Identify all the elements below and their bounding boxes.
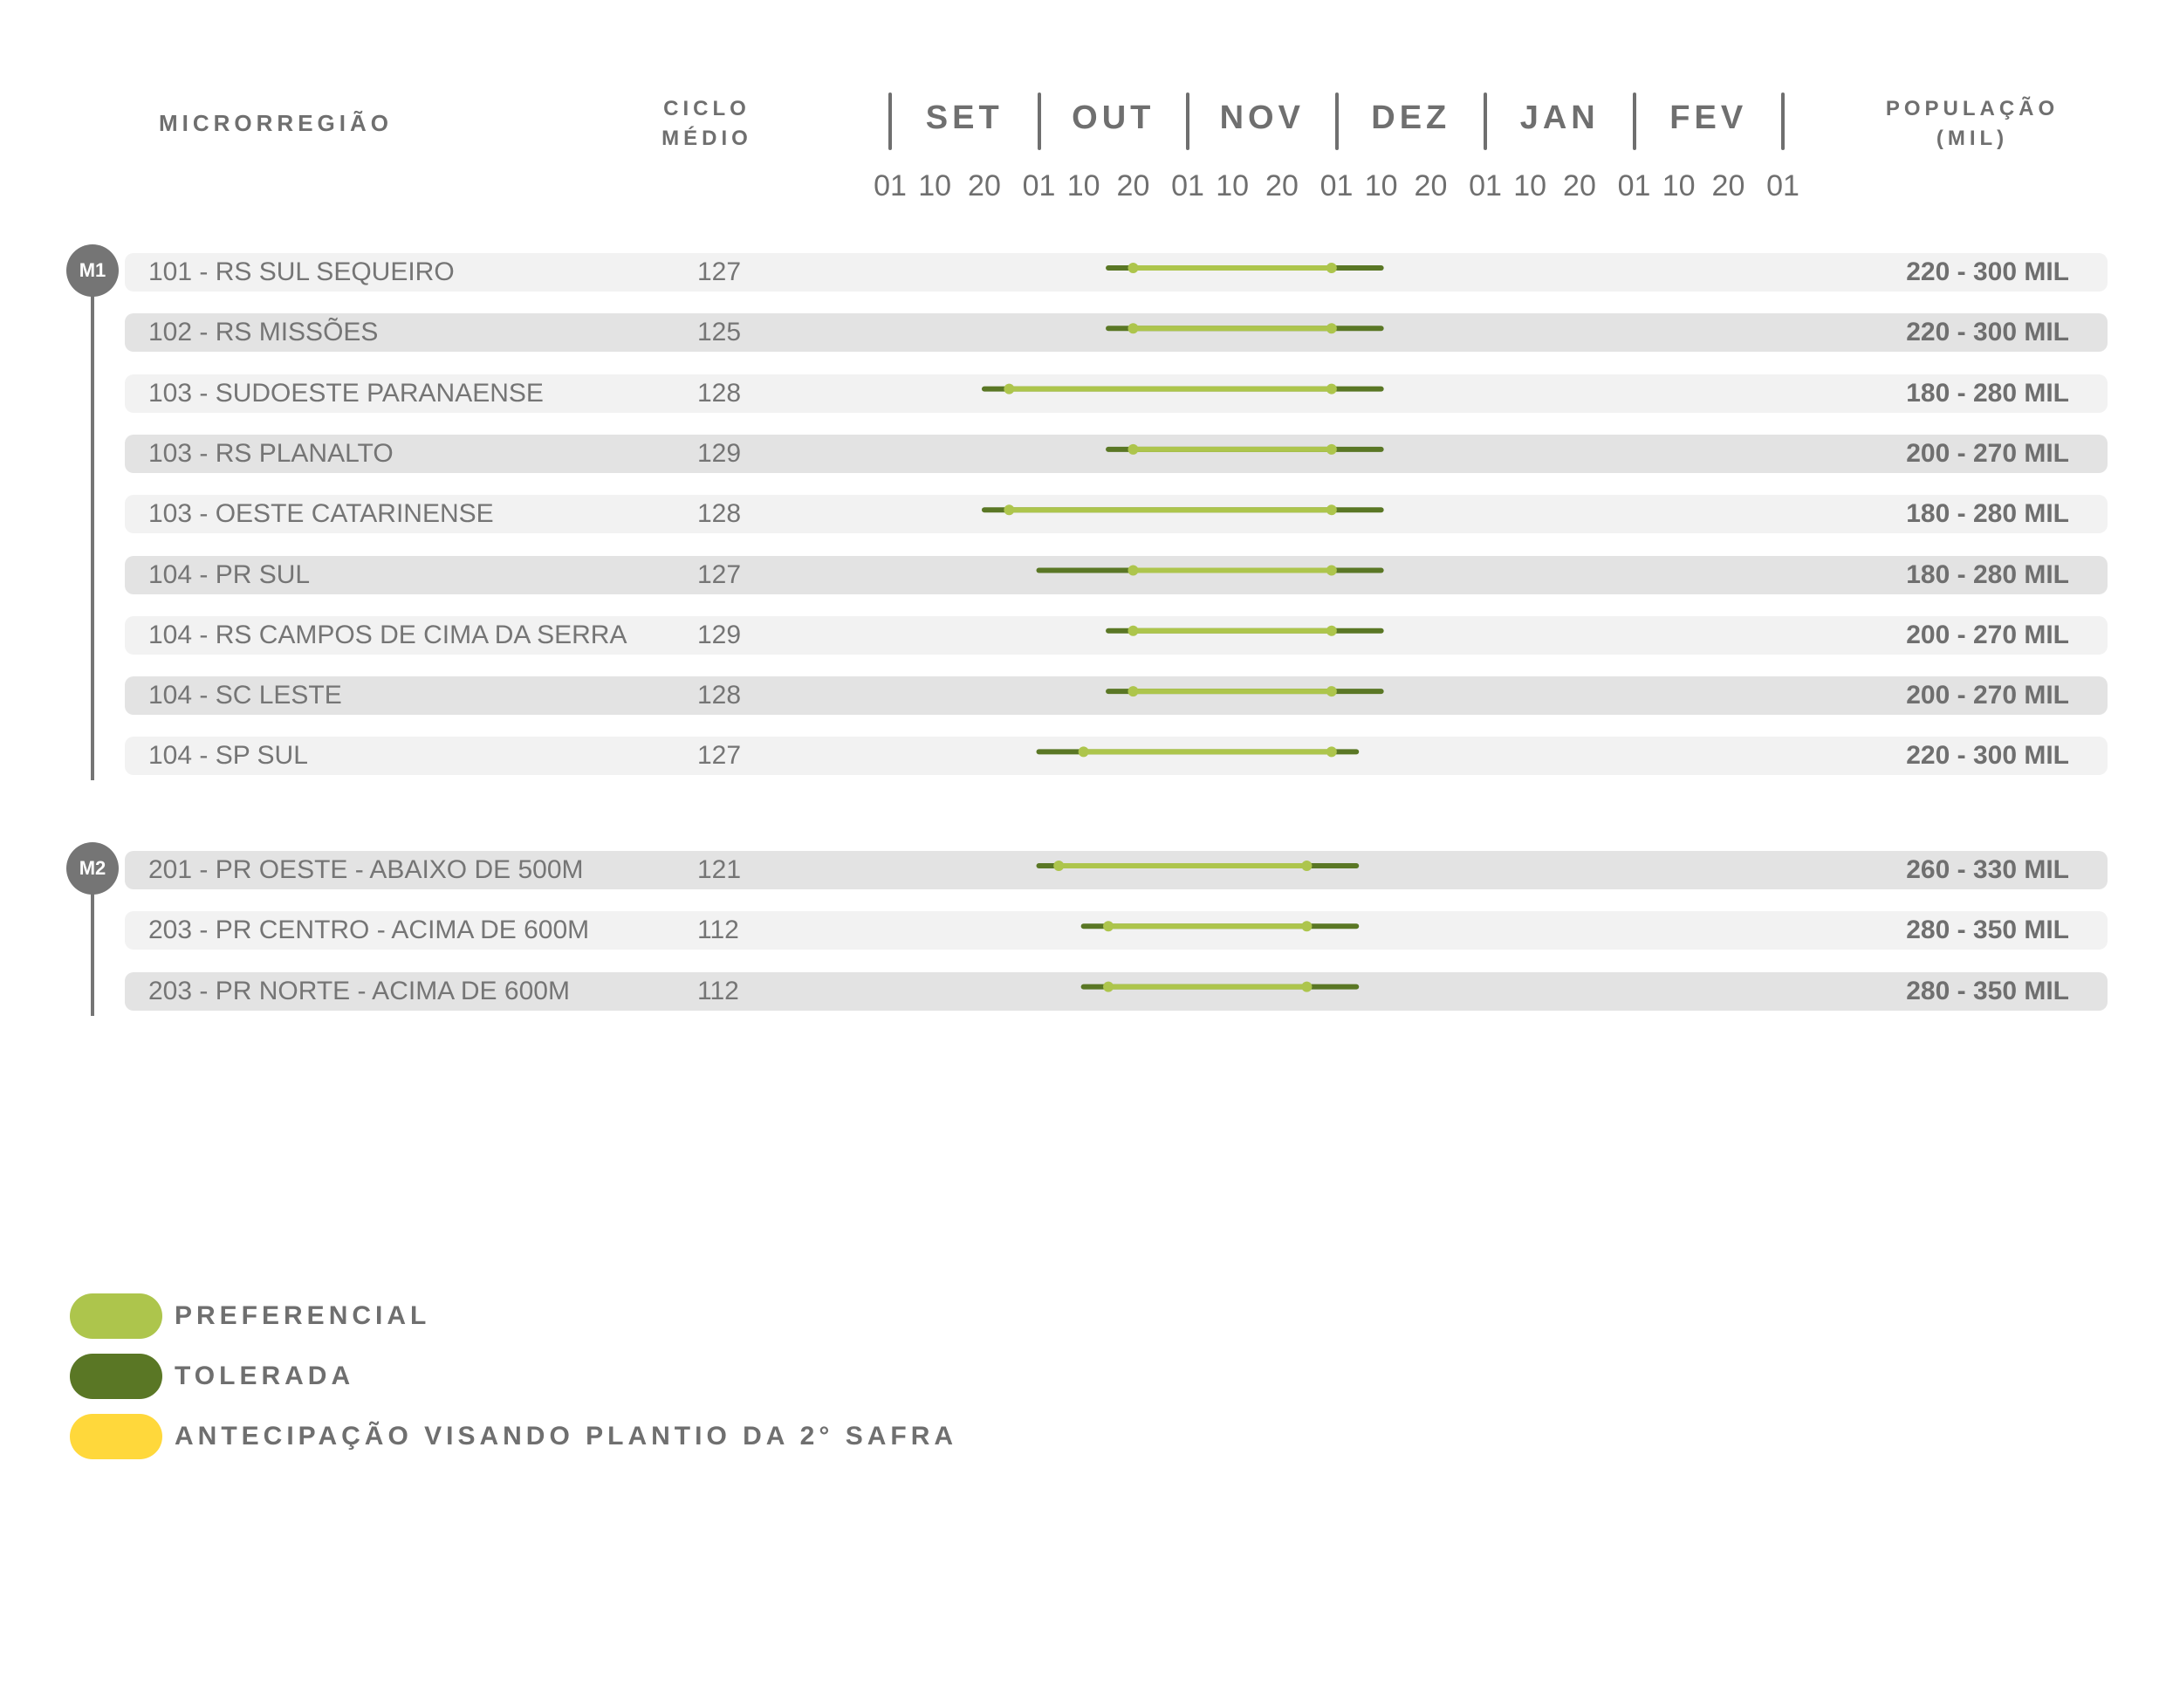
row-populacao: 220 - 300 MIL — [1906, 257, 2069, 286]
day-tick-label: 10 — [1513, 169, 1547, 202]
preferencial-end-dot — [1326, 323, 1337, 333]
row-ciclo-medio: 129 — [697, 620, 742, 649]
day-tick-label: 10 — [1066, 169, 1100, 202]
preferencial-start-dot — [1079, 746, 1089, 757]
preferencial-start-dot — [1128, 263, 1138, 273]
preferencial-start-dot — [1053, 861, 1064, 871]
row-populacao: 180 - 280 MIL — [1906, 499, 2069, 529]
day-tick-label: 20 — [1116, 169, 1150, 202]
row-microrregiao-name: 104 - SC LESTE — [148, 681, 342, 710]
month-label: OUT — [1072, 99, 1155, 136]
preferencial-end-dot — [1326, 566, 1337, 576]
preferencial-start-dot — [1004, 384, 1014, 394]
row-microrregiao-name: 203 - PR NORTE - ACIMA DE 600M — [148, 976, 570, 1005]
legend-label: TOLERADA — [175, 1362, 355, 1390]
row-ciclo-medio: 112 — [697, 916, 739, 945]
row-populacao: 260 - 330 MIL — [1906, 855, 2069, 884]
row-ciclo-medio: 125 — [697, 318, 742, 347]
preferencial-start-dot — [1128, 686, 1138, 696]
day-tick-label: 01 — [1617, 169, 1651, 202]
day-tick-label: 10 — [1662, 169, 1696, 202]
row-microrregiao-name: 103 - OESTE CATARINENSE — [148, 499, 494, 529]
row-ciclo-medio: 129 — [697, 438, 742, 468]
preferencial-start-dot — [1004, 504, 1014, 515]
row-populacao: 220 - 300 MIL — [1906, 741, 2069, 771]
preferencial-start-dot — [1128, 626, 1138, 636]
legend-label: PREFERENCIAL — [175, 1301, 431, 1330]
day-tick-label: 10 — [1364, 169, 1398, 202]
preferencial-end-dot — [1326, 444, 1337, 455]
row-ciclo-medio: 128 — [697, 378, 742, 408]
row-microrregiao-name: 102 - RS MISSÕES — [148, 318, 379, 347]
preferencial-start-dot — [1103, 921, 1114, 931]
day-tick-label: 20 — [968, 169, 1001, 202]
preferencial-start-dot — [1103, 982, 1114, 992]
group-badge: M2 — [66, 842, 119, 895]
row-populacao: 200 - 270 MIL — [1906, 438, 2069, 468]
day-tick-label: 01 — [874, 169, 907, 202]
preferencial-end-dot — [1301, 921, 1312, 931]
row-microrregiao-name: 104 - RS CAMPOS DE CIMA DA SERRA — [148, 620, 627, 649]
day-tick-label: 01 — [1319, 169, 1354, 202]
day-tick-label: 01 — [1022, 169, 1056, 202]
preferencial-end-dot — [1326, 626, 1337, 636]
day-tick-label: 01 — [1766, 169, 1799, 202]
header-ciclo-line2: MÉDIO — [661, 127, 752, 150]
row-populacao: 200 - 270 MIL — [1906, 681, 2069, 710]
row-ciclo-medio: 127 — [697, 559, 742, 589]
day-tick-label: 20 — [1414, 169, 1448, 202]
day-tick-label: 01 — [1469, 169, 1502, 202]
legend-swatch — [70, 1414, 162, 1459]
row-ciclo-medio: 128 — [697, 681, 742, 710]
row-populacao: 220 - 300 MIL — [1906, 318, 2069, 347]
preferencial-end-dot — [1301, 982, 1312, 992]
month-label: DEZ — [1371, 99, 1451, 136]
preferencial-end-dot — [1326, 686, 1337, 696]
header-populacao-line1: POPULAÇÃO — [1885, 97, 2060, 120]
month-label: FEV — [1669, 99, 1748, 136]
row-populacao: 200 - 270 MIL — [1906, 620, 2069, 649]
day-tick-label: 01 — [1171, 169, 1204, 202]
row-microrregiao-name: 203 - PR CENTRO - ACIMA DE 600M — [148, 916, 590, 945]
preferencial-end-dot — [1326, 263, 1337, 273]
day-tick-label: 10 — [918, 169, 952, 202]
row-populacao: 280 - 350 MIL — [1906, 916, 2069, 945]
preferencial-start-dot — [1128, 566, 1138, 576]
row-ciclo-medio: 112 — [697, 976, 739, 1005]
row-microrregiao-name: 103 - SUDOESTE PARANAENSE — [148, 378, 544, 408]
preferencial-end-dot — [1326, 746, 1337, 757]
preferencial-start-dot — [1128, 323, 1138, 333]
header-populacao-line2: (MIL) — [1936, 127, 2009, 150]
row-microrregiao-name: 104 - PR SUL — [148, 559, 311, 589]
day-tick-label: 20 — [1563, 169, 1596, 202]
preferencial-end-dot — [1326, 504, 1337, 515]
row-populacao: 280 - 350 MIL — [1906, 976, 2069, 1005]
row-ciclo-medio: 127 — [697, 741, 742, 771]
group-badge: M1 — [66, 244, 119, 297]
month-label: SET — [925, 99, 1004, 136]
month-label: JAN — [1519, 99, 1600, 136]
row-populacao: 180 - 280 MIL — [1906, 559, 2069, 589]
row-ciclo-medio: 128 — [697, 499, 742, 529]
header-ciclo-line1: CICLO — [663, 97, 751, 120]
legend-label: ANTECIPAÇÃO VISANDO PLANTIO DA 2° SAFRA — [175, 1422, 958, 1451]
preferencial-start-dot — [1128, 444, 1138, 455]
row-populacao: 180 - 280 MIL — [1906, 378, 2069, 408]
row-ciclo-medio: 121 — [697, 855, 742, 884]
day-tick-label: 10 — [1216, 169, 1250, 202]
row-microrregiao-name: 104 - SP SUL — [148, 741, 308, 771]
day-tick-label: 20 — [1265, 169, 1299, 202]
row-microrregiao-name: 103 - RS PLANALTO — [148, 438, 394, 468]
month-label: NOV — [1219, 99, 1305, 136]
preferencial-end-dot — [1301, 861, 1312, 871]
row-ciclo-medio: 127 — [697, 257, 742, 286]
preferencial-end-dot — [1326, 384, 1337, 394]
row-microrregiao-name: 101 - RS SUL SEQUEIRO — [148, 257, 455, 286]
legend-swatch — [70, 1293, 162, 1339]
day-tick-label: 20 — [1711, 169, 1745, 202]
header-microrregiao: MICRORREGIÃO — [159, 110, 393, 136]
legend-swatch — [70, 1354, 162, 1399]
row-microrregiao-name: 201 - PR OESTE - ABAIXO DE 500M — [148, 855, 584, 884]
